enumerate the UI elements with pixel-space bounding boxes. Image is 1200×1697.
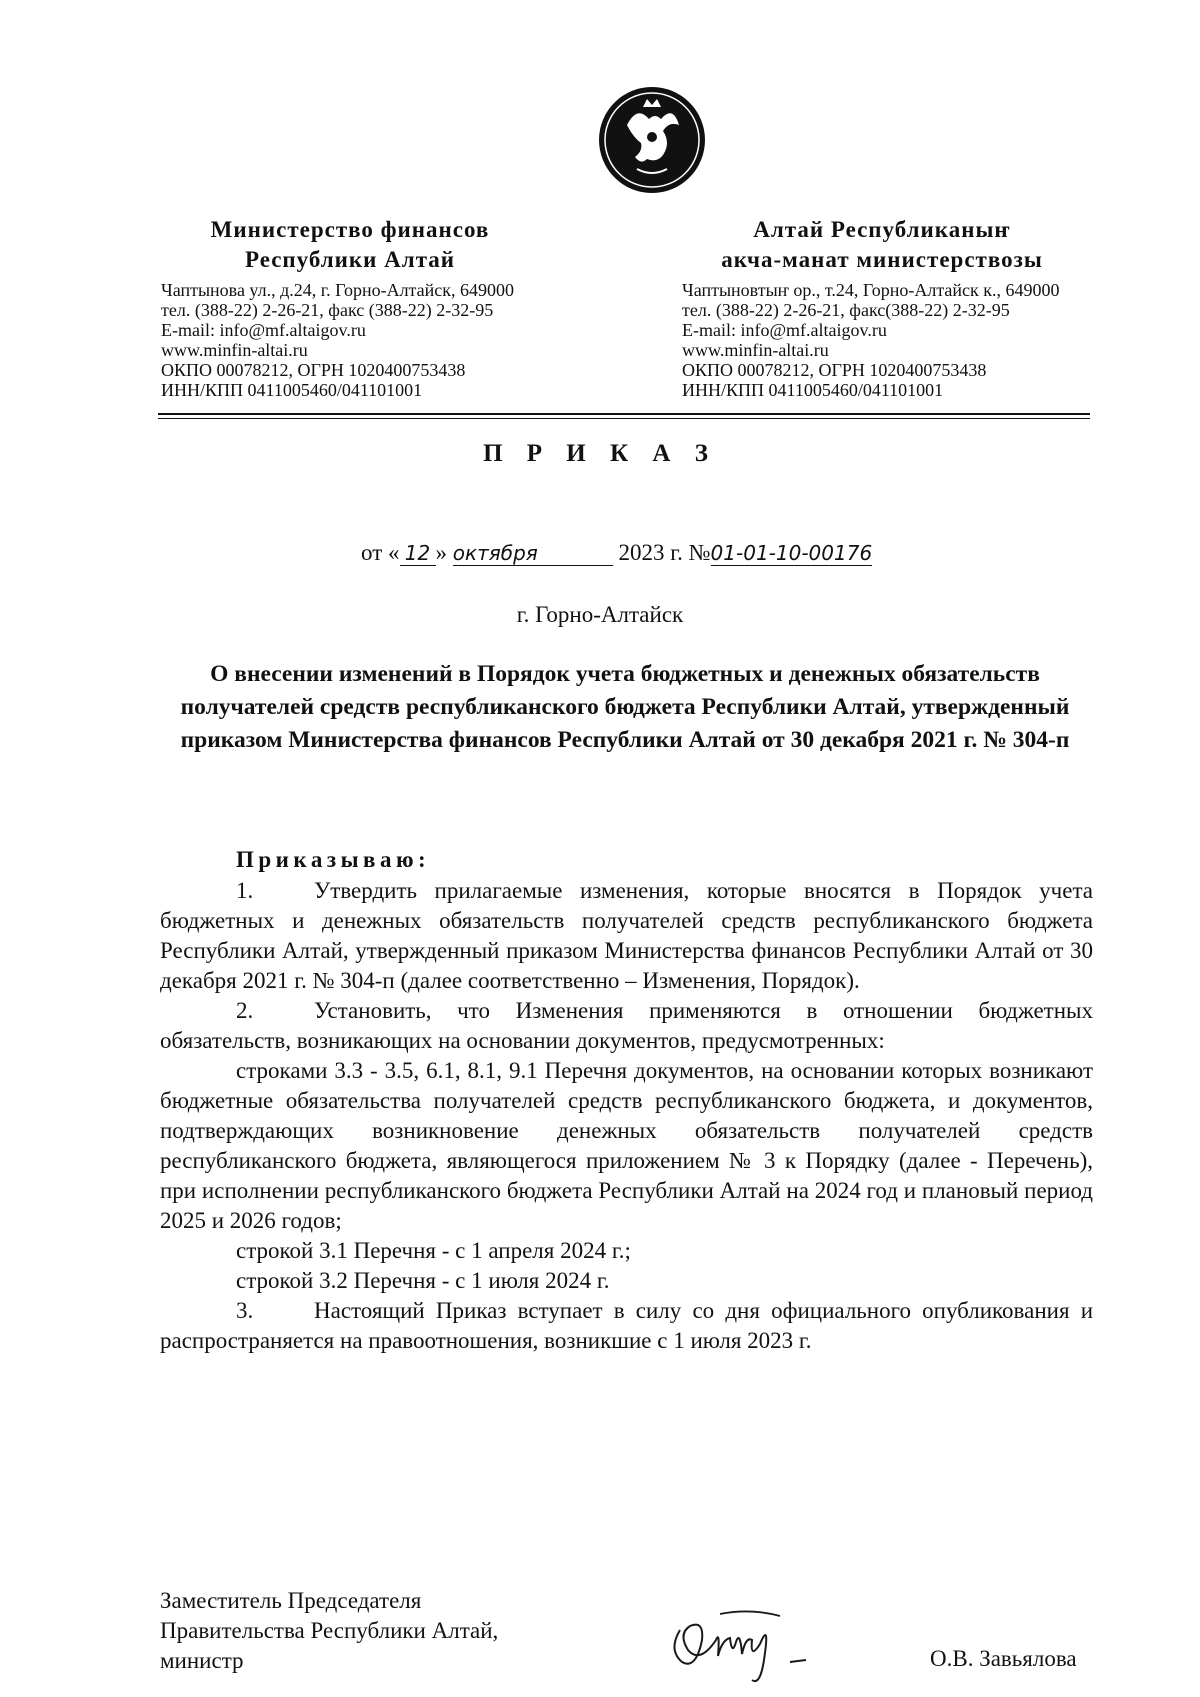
contact-line: ИНН/КПП 0411005460/041101001 xyxy=(682,380,944,400)
item-text: Утвердить прилагаемые изменения, которые вносятся в Порядок учета бюджетных и денежных обязательств получателей средств республиканского бюджета Республики Алтай, утвержденный приказом Министерства финансов Республики Алтай от 30 декабря 2021 г. № 304-п (далее соответственно – Изменения, Порядок). xyxy=(160,878,1093,993)
item-text: строкой 3.1 Перечня - с 1 апреля 2024 г.; xyxy=(236,1238,631,1263)
position-line: министр xyxy=(160,1648,244,1673)
order-body xyxy=(160,876,1093,1356)
contact-line: E-mail: info@mf.altaigov.ru xyxy=(682,320,887,340)
emblem-seal-icon xyxy=(597,85,707,195)
contact-line: тел. (388-22) 2-26-21, факс (388-22) 2-32-95 xyxy=(161,300,494,320)
ministry-name-ru-line2: Республики Алтай xyxy=(244,247,456,272)
signatory-name: О.В. Завьялова xyxy=(930,1646,1077,1671)
contact-line: www.minfin-altai.ru xyxy=(682,340,829,360)
item-number: 1. xyxy=(236,878,254,903)
ministry-name-alt-line1: Алтай Республиканыҥ xyxy=(753,217,1011,242)
ministry-name-alt-line2: акча-манат министерствозы xyxy=(721,247,1043,272)
document-type-title: П Р И К А З xyxy=(483,440,717,467)
city: г. Горно-Алтайск xyxy=(516,602,684,627)
position-line: Правительства Республики Алтай, xyxy=(160,1618,499,1643)
handwritten-day: 12 xyxy=(400,541,436,566)
item-text: строками 3.3 - 3.5, 6.1, 8.1, 9.1 Перечня документов, на основании которых возникают бюджетные обязательства получателей средств республиканского бюджета, и документов, подтверждающих возникновение денежных обязательств получателей средств республиканского бюджета, являющегося приложением № 3 к Порядку (далее - Перечень), при исполнении республиканского бюджета Республики Алтай на 2024 год и плановый период 2025 и 2026 годов; xyxy=(160,1058,1093,1233)
handwritten-signature-icon xyxy=(660,1600,850,1690)
item-number: 2. xyxy=(236,998,254,1023)
contact-line: ИНН/КПП 0411005460/041101001 xyxy=(161,380,423,400)
contact-line: тел. (388-22) 2-26-21, факс(388-22) 2-32-95 xyxy=(682,300,1010,320)
order-item xyxy=(160,876,1093,996)
signatory-position xyxy=(160,1586,498,1676)
ministry-name-ru-line1: Министерство финансов xyxy=(210,217,490,242)
date-year: 2023 г. № xyxy=(612,540,711,565)
position-line: Заместитель Председателя xyxy=(160,1588,422,1613)
contact-line: E-mail: info@mf.altaigov.ru xyxy=(161,320,366,340)
contact-line: ОКПО 00078212, ОГРН 1020400753438 xyxy=(161,360,466,380)
order-subject: О внесении изменений в Порядок учета бюджетных и денежных обязательств получателей средств республиканского бюджета Республики Алтай, утвержденный приказом Министерства финансов Республики Алтай от 30 декабря 2021 г. № 304-п xyxy=(180,661,1070,753)
handwritten-order-number: 01-01-10-00176 xyxy=(710,541,873,565)
order-word: Приказываю: xyxy=(236,847,431,872)
item-text: Установить, что Изменения применяются в отношении бюджетных обязательств, возникающих на основании документов, предусмотренных: xyxy=(160,998,1093,1053)
handwritten-month: октября xyxy=(453,541,613,566)
date-prefix: от « xyxy=(361,540,400,565)
order-subitem xyxy=(160,1056,1093,1236)
header-divider xyxy=(158,413,1090,415)
order-subitem xyxy=(160,1236,1093,1266)
contact-line: ОКПО 00078212, ОГРН 1020400753438 xyxy=(682,360,987,380)
item-text: Настоящий Приказ вступает в силу со дня официального опубликования и распространяется на правоотношения, возникшие с 1 июля 2023 г. xyxy=(160,1298,1093,1353)
date-mid: » xyxy=(435,540,453,565)
contact-line: Чаптыновтыҥ ор., т.24, Горно-Алтайск к., 649000 xyxy=(682,280,1060,300)
ministry-contacts-alt xyxy=(682,280,1060,400)
order-date-number-line xyxy=(361,540,872,566)
order-subitem xyxy=(160,1266,1093,1296)
item-text: строкой 3.2 Перечня - с 1 июля 2024 г. xyxy=(236,1268,610,1293)
order-item xyxy=(160,1296,1093,1356)
ministry-contacts-ru xyxy=(161,280,514,400)
contact-line: www.minfin-altai.ru xyxy=(161,340,308,360)
header-divider-thin xyxy=(158,418,1090,419)
ministry-name-alt xyxy=(672,215,1092,275)
ministry-name-ru xyxy=(150,215,550,275)
contact-line: Чаптынова ул., д.24, г. Горно-Алтайск, 649000 xyxy=(161,280,515,300)
order-item xyxy=(160,996,1093,1056)
item-number: 3. xyxy=(236,1298,254,1323)
